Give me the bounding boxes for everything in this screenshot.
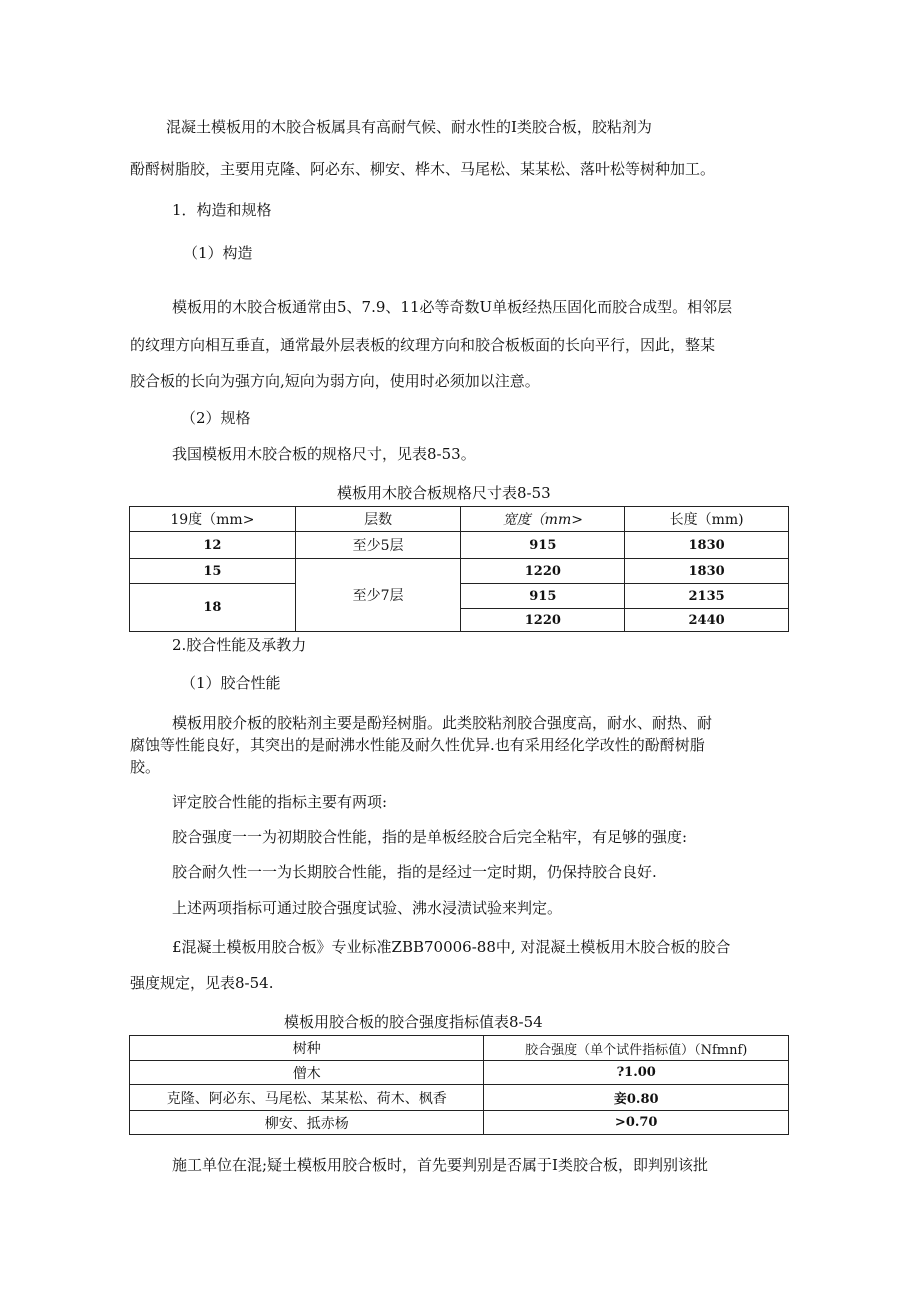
table-row bbox=[130, 559, 789, 584]
standard-para-line-2: 强度规定，见表8-54. bbox=[130, 974, 274, 992]
header-width: 宽度（mm> bbox=[461, 507, 625, 532]
intro-line-2: 酚酹树脂胶，主要用克隆、阿必东、柳安、桦木、马尾松、某某松、落叶松等树种加工。 bbox=[130, 160, 716, 178]
table-row bbox=[130, 1111, 789, 1135]
closing-line: 施工单位在混;疑土模板用胶合板时，首先要判别是否属于I类胶合板，即判别该批 bbox=[172, 1156, 708, 1174]
table-row bbox=[130, 1085, 789, 1111]
cell-layers: 至少7层 bbox=[295, 559, 461, 632]
cell-width: 1220 bbox=[461, 609, 625, 632]
structure-para-line-2: 的纹理方向相互垂直，通常最外层表板的纹理方向和胶合板板面的长向平行，因此，整某 bbox=[130, 336, 716, 354]
table-header-row bbox=[130, 507, 789, 532]
intro-line-1: 混凝土模板用的木胶合板属具有高耐气候、耐水性的I类胶合板，胶粘剂为 bbox=[166, 118, 652, 136]
cell-width: 915 bbox=[461, 584, 625, 609]
section-2-1-heading: （1）胶合性能 bbox=[181, 674, 281, 692]
bonding-para-line-2: 腐蚀等性能良好，其突出的是耐沸水性能及耐久性优异.也有采用经化学改性的酚酹树脂 bbox=[130, 736, 705, 754]
cell-strength: >0.70 bbox=[484, 1111, 789, 1135]
standard-para-line-1: £混凝土模板用胶合板》专业标准ZBB70006-88中, 对混凝土模板用木胶合板的胶合 bbox=[172, 938, 731, 956]
cell-length: 1830 bbox=[625, 559, 789, 584]
section-1-2-heading: （2）规格 bbox=[181, 409, 251, 427]
table-row bbox=[130, 532, 789, 559]
header-length: 长度（mm) bbox=[625, 507, 789, 532]
structure-para-line-1: 模板用的木胶合板通常由5、7.9、11必等奇数U单板经热压固化而胶合成型。相邻层 bbox=[172, 298, 733, 316]
cell-species: 僧木 bbox=[130, 1061, 484, 1085]
header-species: 树种 bbox=[130, 1036, 484, 1061]
cell-thickness: 12 bbox=[130, 532, 296, 559]
header-layers: 层数 bbox=[295, 507, 461, 532]
table-8-53 bbox=[129, 506, 789, 632]
header-thickness: 19度（mm> bbox=[130, 507, 296, 532]
cell-width: 1220 bbox=[461, 559, 625, 584]
cell-length: 1830 bbox=[625, 532, 789, 559]
table-8-54 bbox=[129, 1035, 789, 1135]
structure-para-line-3: 胶合板的长向为强方向,短向为弱方向，使用时必须加以注意。 bbox=[130, 372, 540, 390]
cell-layers: 至少5层 bbox=[295, 532, 461, 559]
header-strength: 胶合强度（单个试件指标值）（Nfmnf) bbox=[484, 1036, 789, 1061]
section-1-heading: 1．构造和规格 bbox=[172, 201, 272, 219]
cell-length: 2440 bbox=[625, 609, 789, 632]
indicator-strength: 胶合强度一一为初期胶合性能，指的是单板经胶合后完全粘牢，有足够的强度: bbox=[172, 828, 688, 846]
bonding-para-line-3: 胶。 bbox=[130, 758, 161, 776]
indicator-durability: 胶合耐久性一一为长期胶合性能，指的是经过一定时期，仍保持胶合良好. bbox=[172, 863, 657, 881]
table-row bbox=[130, 1061, 789, 1085]
section-2-heading: 2.胶合性能及承教力 bbox=[172, 636, 307, 654]
cell-species: 克隆、阿必东、马尾松、某某松、荷木、枫香 bbox=[130, 1085, 484, 1111]
cell-strength: ?1.00 bbox=[484, 1061, 789, 1085]
cell-thickness: 15 bbox=[130, 559, 296, 584]
cell-length: 2135 bbox=[625, 584, 789, 609]
indicators-test: 上述两项指标可通过胶合强度试验、沸水浸渍试验来判定。 bbox=[172, 899, 563, 917]
table-header-row bbox=[130, 1036, 789, 1061]
indicators-intro: 评定胶合性能的指标主要有两项: bbox=[172, 793, 388, 811]
cell-species: 柳安、抵赤杨 bbox=[130, 1111, 484, 1135]
bonding-para-line-1: 模板用胶介板的胶粘剂主要是酚羟树脂。此类胶粘剂胶合强度高，耐水、耐热、耐 bbox=[172, 714, 713, 732]
cell-strength: 妾0.80 bbox=[484, 1085, 789, 1111]
spec-para: 我国模板用木胶合板的规格尺寸，见表8-53。 bbox=[172, 445, 476, 463]
cell-thickness: 18 bbox=[130, 584, 296, 632]
table-8-54-caption: 模板用胶合板的胶合强度指标值表8-54 bbox=[284, 1013, 543, 1031]
table-8-53-caption: 模板用木胶合板规格尺寸表8-53 bbox=[337, 484, 551, 502]
cell-width: 915 bbox=[461, 532, 625, 559]
section-1-1-heading: （1）构造 bbox=[183, 244, 253, 262]
